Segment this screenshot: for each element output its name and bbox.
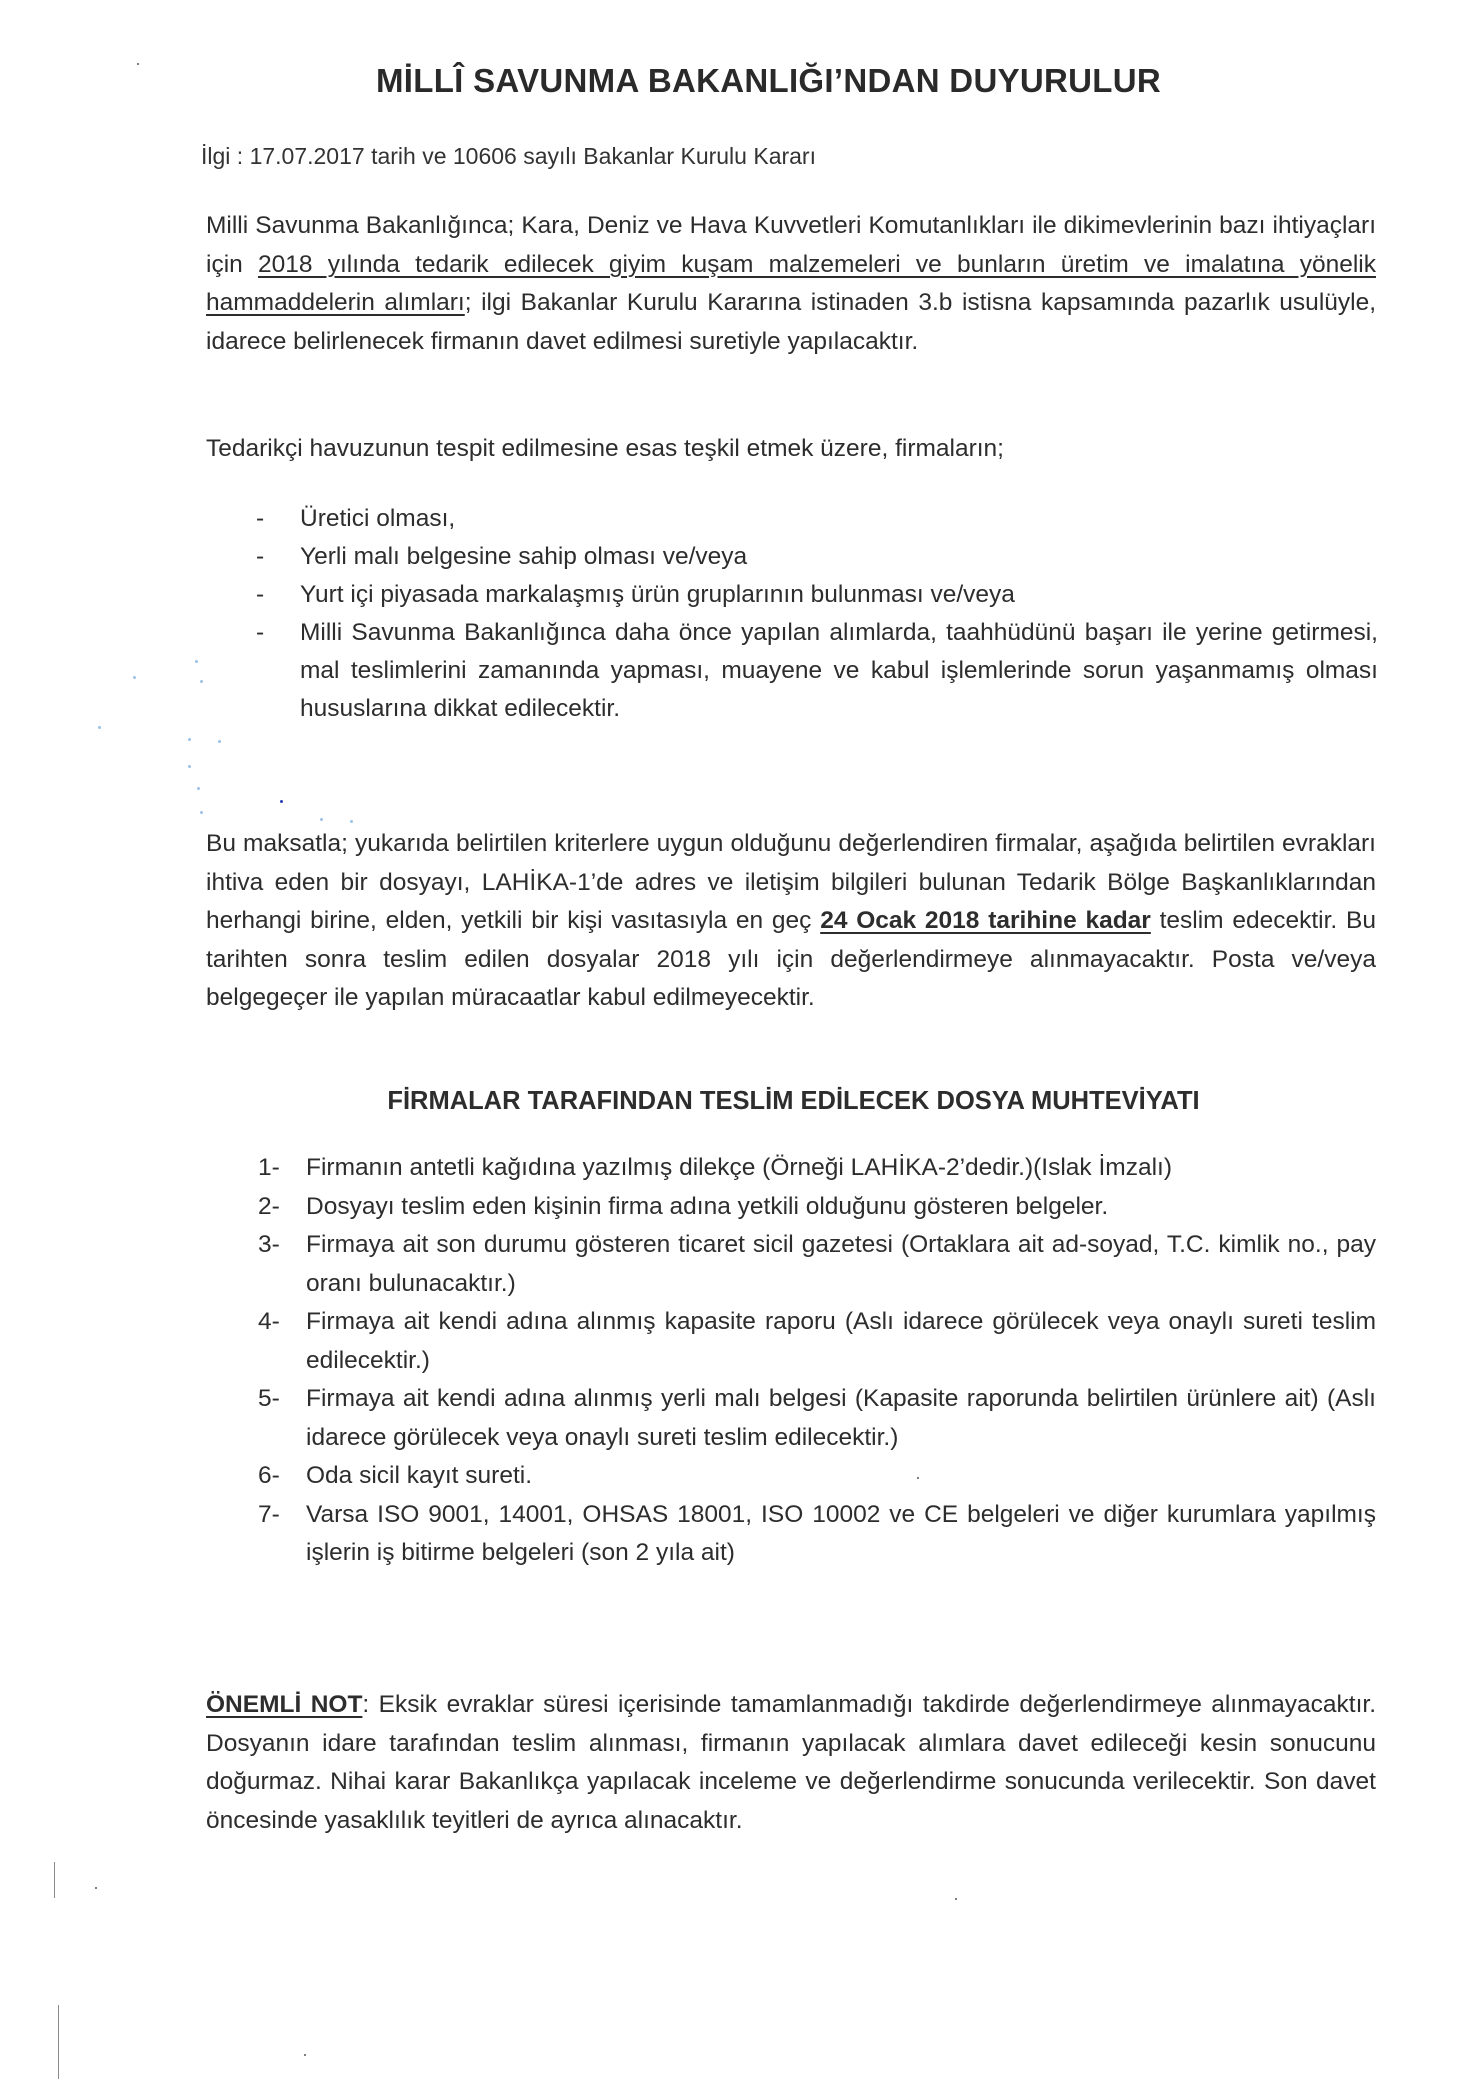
bullet-dash: - xyxy=(256,543,265,570)
document-item xyxy=(258,1303,1376,1380)
scan-speck xyxy=(95,1887,97,1889)
item-number: 6- xyxy=(258,1462,280,1489)
document-item xyxy=(258,1380,1376,1457)
criteria-list xyxy=(256,500,1378,728)
item-number: 1- xyxy=(258,1154,280,1181)
criteria-text: Milli Savunma Bakanlığınca daha önce yapılan alımlarda, taahhüdünü başarı ile yerine getirmesi, mal teslimlerini zamanında yapması, muayene ve kabul işlemlerinde sorun yaşanmamış olması hususlarına dikkat edilecektir. xyxy=(300,619,1378,722)
submission-paragraph xyxy=(206,825,1376,1018)
criteria-item xyxy=(256,538,1378,576)
criteria-item xyxy=(256,500,1378,538)
item-text: Firmaya ait kendi adına alınmış kapasite raporu (Aslı idarece görülecek veya onaylı sureti teslim edilecektir.) xyxy=(306,1308,1376,1374)
criteria-text: Yerli malı belgesine sahip olması ve/veya xyxy=(300,543,748,570)
item-text: Firmanın antetli kağıdına yazılmış dilekçe (Örneği LAHİKA-2’dedir.)(Islak İmzalı) xyxy=(306,1154,1172,1181)
item-text: Oda sicil kayıt sureti. xyxy=(306,1462,533,1489)
item-text: Dosyayı teslim eden kişinin firma adına yetkili olduğunu gösteren belgeler. xyxy=(306,1192,1109,1220)
item-text: Firmaya ait son durumu gösteren ticaret sicil gazetesi (Ortaklara ait ad-soyad, T.C. kimlik no., pay oranı bulunacaktır.) xyxy=(306,1231,1376,1297)
intro-paragraph xyxy=(206,207,1376,361)
bullet-dash: - xyxy=(256,505,265,532)
submission-text-start: Bu maksatla; yukarıda belirtilen kriterlere uygun olduğunu değerlendiren firmalar, aşağıda belirtilen evrakları ihtiva eden bir dosyayı, LAHİKA-1’de adres ve iletişim bilgileri bulunan Tedarik Bölge Başkanlıklarından herhangi birine, elden, yetkili bir kişi vasıtasıyla en geç xyxy=(206,830,1376,934)
document-item xyxy=(258,1226,1376,1303)
criteria-item xyxy=(256,576,1378,614)
criteria-text: Yurt içi piyasada markalaşmış ürün gruplarının bulunması ve/veya xyxy=(300,581,1015,608)
item-number: 7- xyxy=(258,1500,280,1528)
bullet-dash: - xyxy=(256,619,265,646)
item-number: 4- xyxy=(258,1308,280,1335)
scan-margin-line xyxy=(58,2005,59,2079)
item-text: Varsa ISO 9001, 14001, OHSAS 18001, ISO 10002 ve CE belgeleri ve diğer kurumlara yapılmış işlerin iş bitirme belgeleri (son 2 yıla ait) xyxy=(306,1500,1376,1566)
important-note-label: ÖNEMLİ NOT xyxy=(206,1691,363,1718)
document-item xyxy=(258,1496,1376,1573)
intro-text-end: ; ilgi Bakanlar Kurulu Kararına istinaden 3.b istisna kapsamında pazarlık usulüyle, idarece belirlenecek firmanın davet edilmesi suretiyle yapılacaktır. xyxy=(206,289,1377,355)
scan-speck xyxy=(955,1898,957,1900)
reference-line: İlgi : 17.07.2017 tarih ve 10606 sayılı Bakanlar Kurulu Kararı xyxy=(201,143,816,169)
scan-margin-line xyxy=(54,1862,55,1898)
deadline-underlined: 24 Ocak 2018 tarihine kadar xyxy=(820,907,1151,934)
item-number: 5- xyxy=(258,1385,280,1412)
bullet-dash: - xyxy=(256,581,265,608)
required-documents-list xyxy=(258,1149,1376,1573)
document-title: MİLLÎ SAVUNMA BAKANLIĞI’NDAN DUYURULUR xyxy=(375,62,1161,99)
important-note-text: : Eksik evraklar süresi içerisinde tamamlanmadığı takdirde değerlendirmeye alınmayacaktır. Dosyanın idare tarafından teslim alınması, firmanın yapılacak alımlara davet edileceği kesin sonucunu doğurmaz. Nihai karar Bakanlıkça yapılacak inceleme ve değerlendirme sonucunda verilecektir. Son davet öncesinde yasaklılık teyitleri de ayrıca alınacaktır. xyxy=(206,1691,1377,1834)
criteria-text: Üretici olması, xyxy=(300,505,456,532)
important-note-paragraph xyxy=(206,1686,1376,1840)
section-heading: FİRMALAR TARAFINDAN TESLİM EDİLECEK DOSYA MUHTEVİYATI xyxy=(387,1087,1200,1115)
item-number: 2- xyxy=(258,1192,280,1220)
document-item xyxy=(258,1149,1376,1188)
submission-text-end: teslim edecektir. Bu tarihten sonra teslim edilen dosyalar 2018 yılı için değerlendirmeye alınmayacaktır. Posta ve/veya belgegeçer ile yapılan müracaatlar kabul edilmeyecektir. xyxy=(206,907,1376,1011)
item-number: 3- xyxy=(258,1231,280,1258)
scan-speck xyxy=(137,63,139,65)
criteria-item xyxy=(256,614,1378,728)
procurement-subject-underlined: 2018 yılında tedarik edilecek giyim kuşam malzemeleri ve bunların üretim ve imalatına yönelik hammaddelerin alımları xyxy=(206,250,1377,316)
scan-speck xyxy=(917,1477,919,1479)
document-item xyxy=(258,1457,1376,1496)
scan-speck xyxy=(304,2054,306,2056)
item-text: Firmaya ait kendi adına alınmış yerli malı belgesi (Kapasite raporunda belirtilen ürünlere ait) (Aslı idarece görülecek veya onaylı sureti teslim edilecektir.) xyxy=(306,1385,1376,1451)
intro-text-start: Milli Savunma Bakanlığınca; Kara, Deniz ve Hava Kuvvetleri Komutanlıkları ile dikimevlerinin bazı ihtiyaçları için xyxy=(206,212,1376,278)
supplier-pool-paragraph: Tedarikçi havuzunun tespit edilmesine esas teşkil etmek üzere, firmaların; xyxy=(206,435,1004,462)
document-item xyxy=(258,1188,1376,1227)
